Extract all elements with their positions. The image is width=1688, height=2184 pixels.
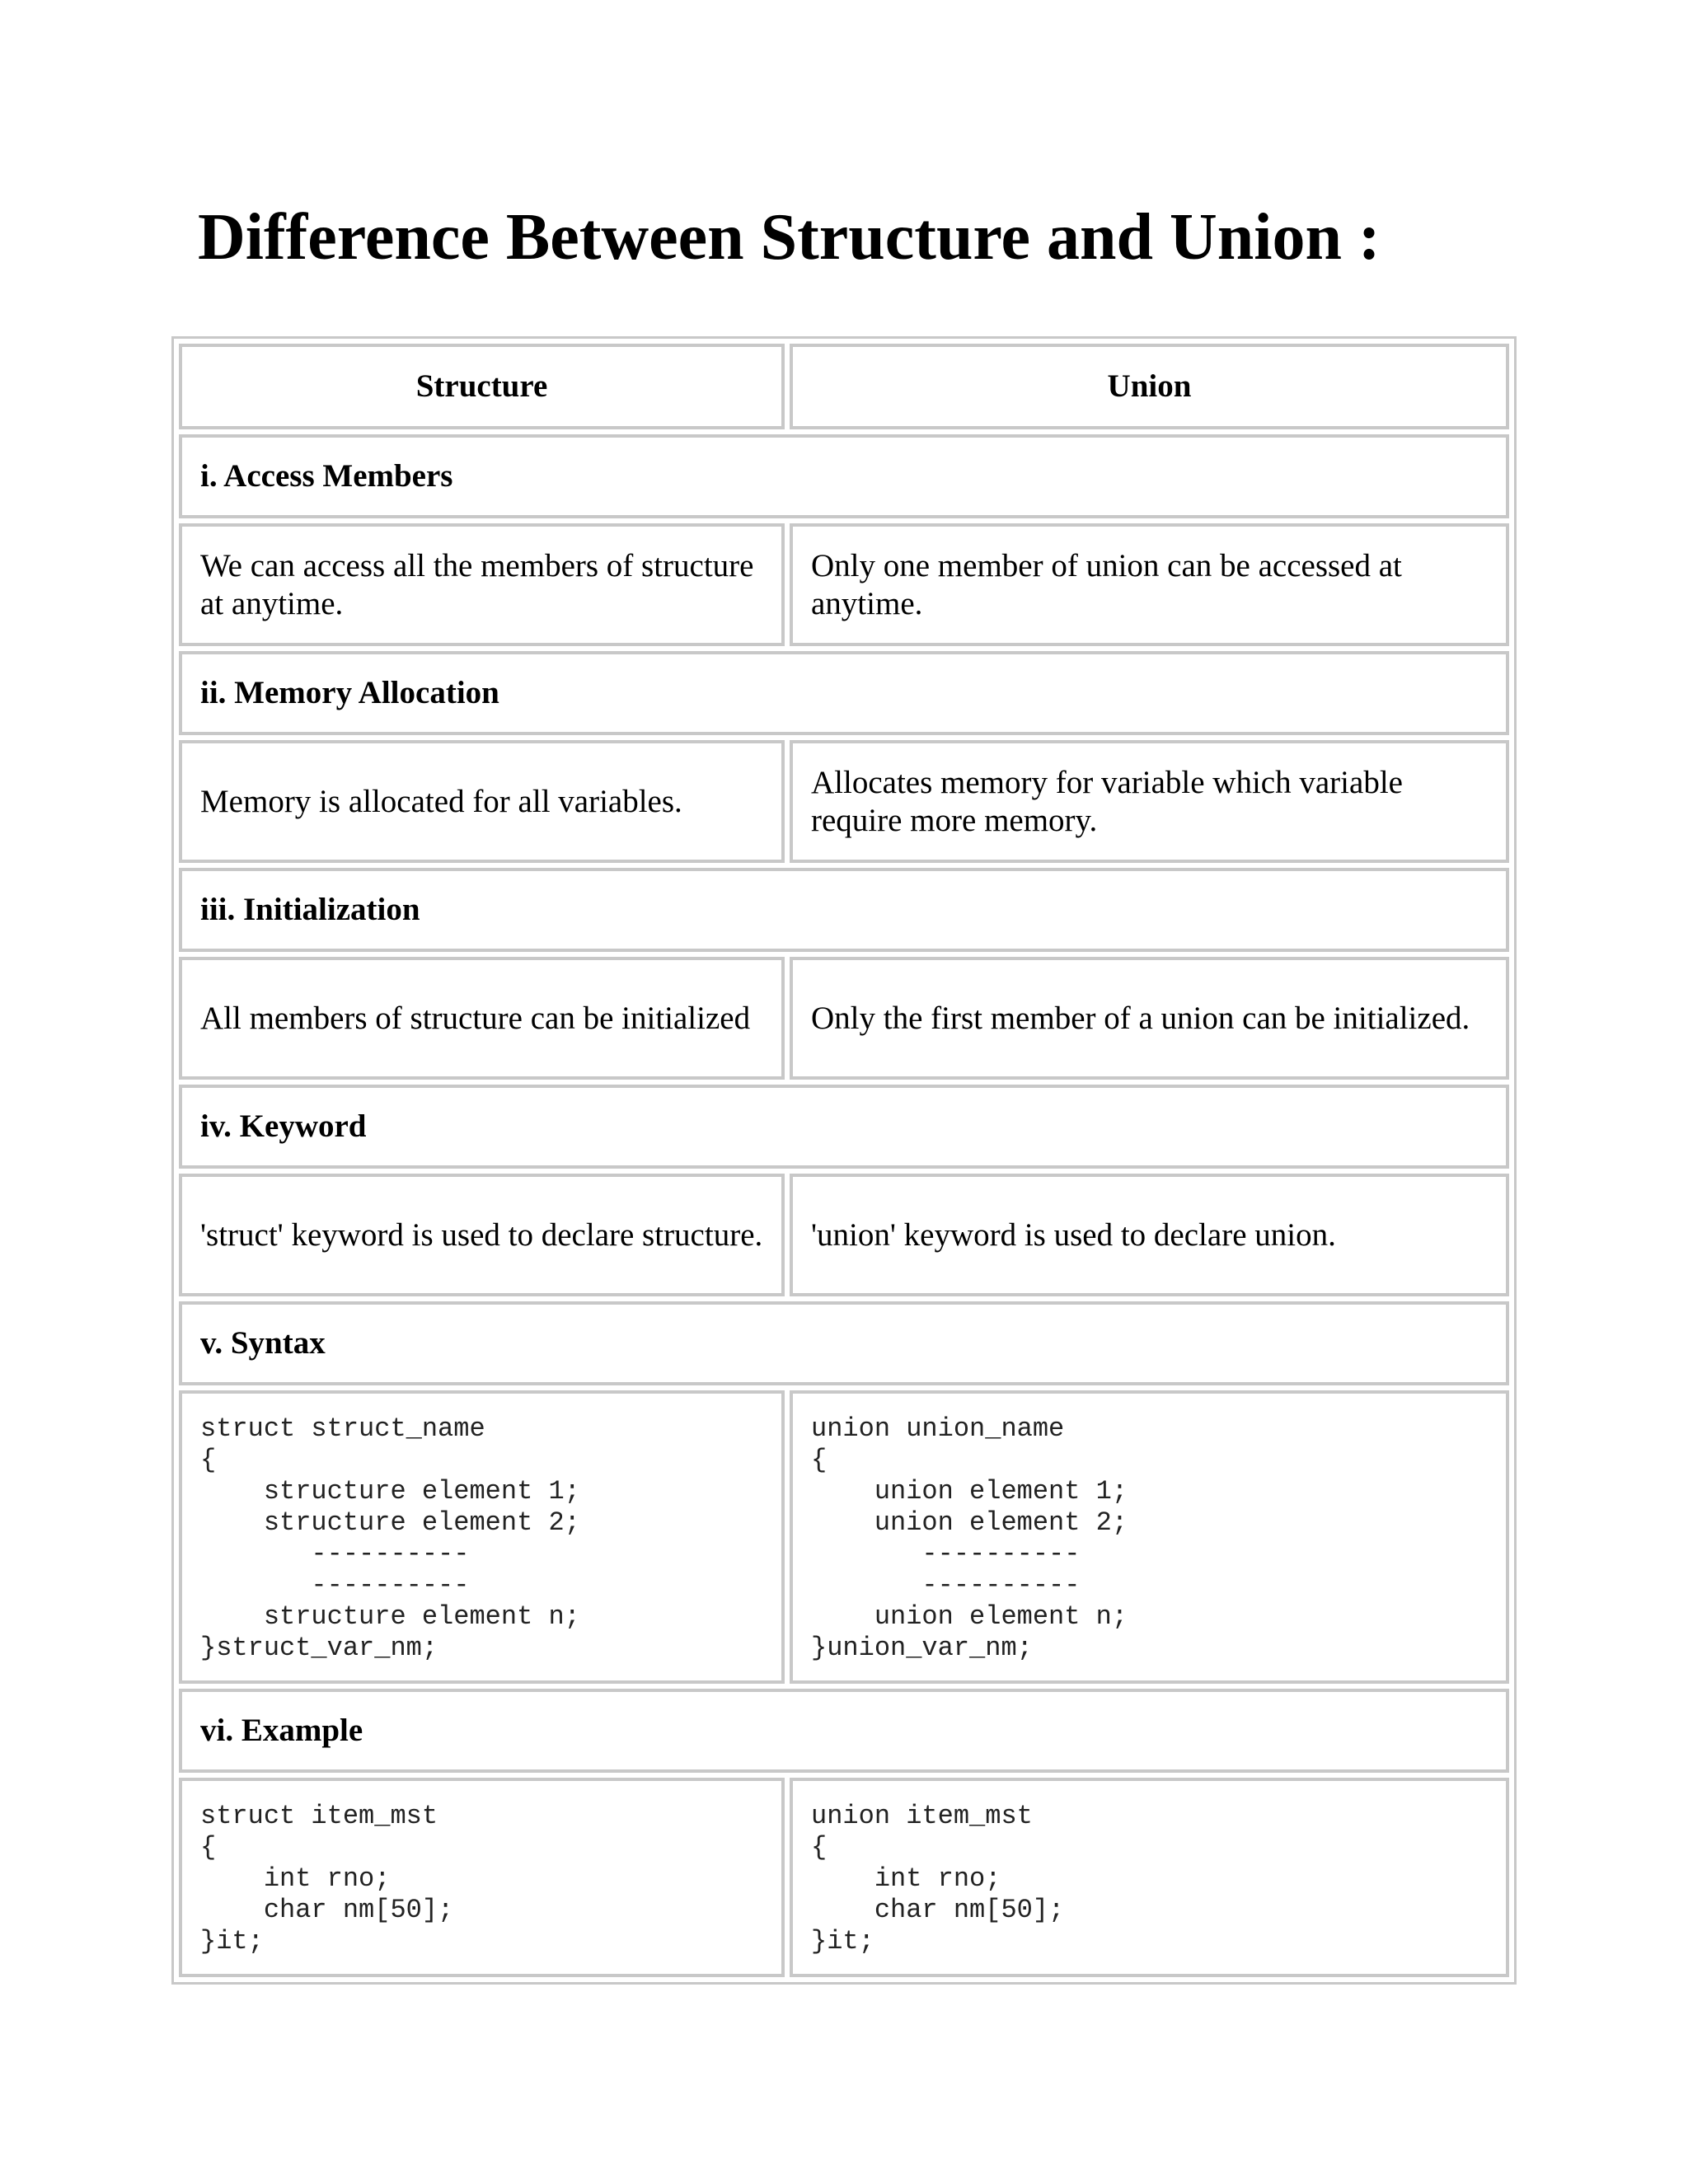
comparison-table <box>171 336 1517 1985</box>
union-cell: Allocates memory for variable which variable require more memory. <box>790 740 1509 863</box>
table-row <box>179 1174 1509 1296</box>
section-heading: i. Access Members <box>179 434 1509 518</box>
structure-example-code: struct item_mst { int rno; char nm[50]; }it; <box>200 1801 454 1957</box>
section-heading-row <box>179 1085 1509 1169</box>
structure-code-cell <box>179 1778 785 1977</box>
section-heading: iii. Initialization <box>179 868 1509 952</box>
section-heading: v. Syntax <box>179 1301 1509 1385</box>
structure-cell: 'struct' keyword is used to declare structure. <box>179 1174 785 1296</box>
structure-cell: Memory is allocated for all variables. <box>179 740 785 863</box>
union-cell: Only one member of union can be accessed at anytime. <box>790 523 1509 646</box>
section-heading-row <box>179 1301 1509 1385</box>
page-title: Difference Between Structure and Union : <box>198 201 1381 274</box>
union-syntax-code: union union_name { union element 1; union element 2; ---------- ---------- union element n; }union_var_nm; <box>811 1413 1128 1663</box>
union-example-code: union item_mst { int rno; char nm[50]; }it; <box>811 1801 1065 1957</box>
structure-code-cell <box>179 1390 785 1684</box>
table-row <box>179 740 1509 863</box>
union-cell: 'union' keyword is used to declare union. <box>790 1174 1509 1296</box>
union-code-cell <box>790 1390 1509 1684</box>
section-heading: iv. Keyword <box>179 1085 1509 1169</box>
structure-cell: All members of structure can be initialized <box>179 957 785 1080</box>
union-column-header: Union <box>790 344 1509 429</box>
table-row <box>179 1778 1509 1977</box>
structure-syntax-code: struct struct_name { structure element 1; structure element 2; ---------- ---------- structure element n; }struct_var_nm; <box>200 1413 580 1663</box>
section-heading: vi. Example <box>179 1689 1509 1773</box>
table-row <box>179 957 1509 1080</box>
structure-column-header: Structure <box>179 344 785 429</box>
section-heading-row <box>179 651 1509 735</box>
table-row <box>179 523 1509 646</box>
section-heading-row <box>179 868 1509 952</box>
section-heading-row <box>179 1689 1509 1773</box>
structure-cell: We can access all the members of structure at anytime. <box>179 523 785 646</box>
union-cell: Only the first member of a union can be initialized. <box>790 957 1509 1080</box>
header-row <box>179 344 1509 429</box>
union-code-cell <box>790 1778 1509 1977</box>
section-heading-row <box>179 434 1509 518</box>
section-heading: ii. Memory Allocation <box>179 651 1509 735</box>
table-row <box>179 1390 1509 1684</box>
